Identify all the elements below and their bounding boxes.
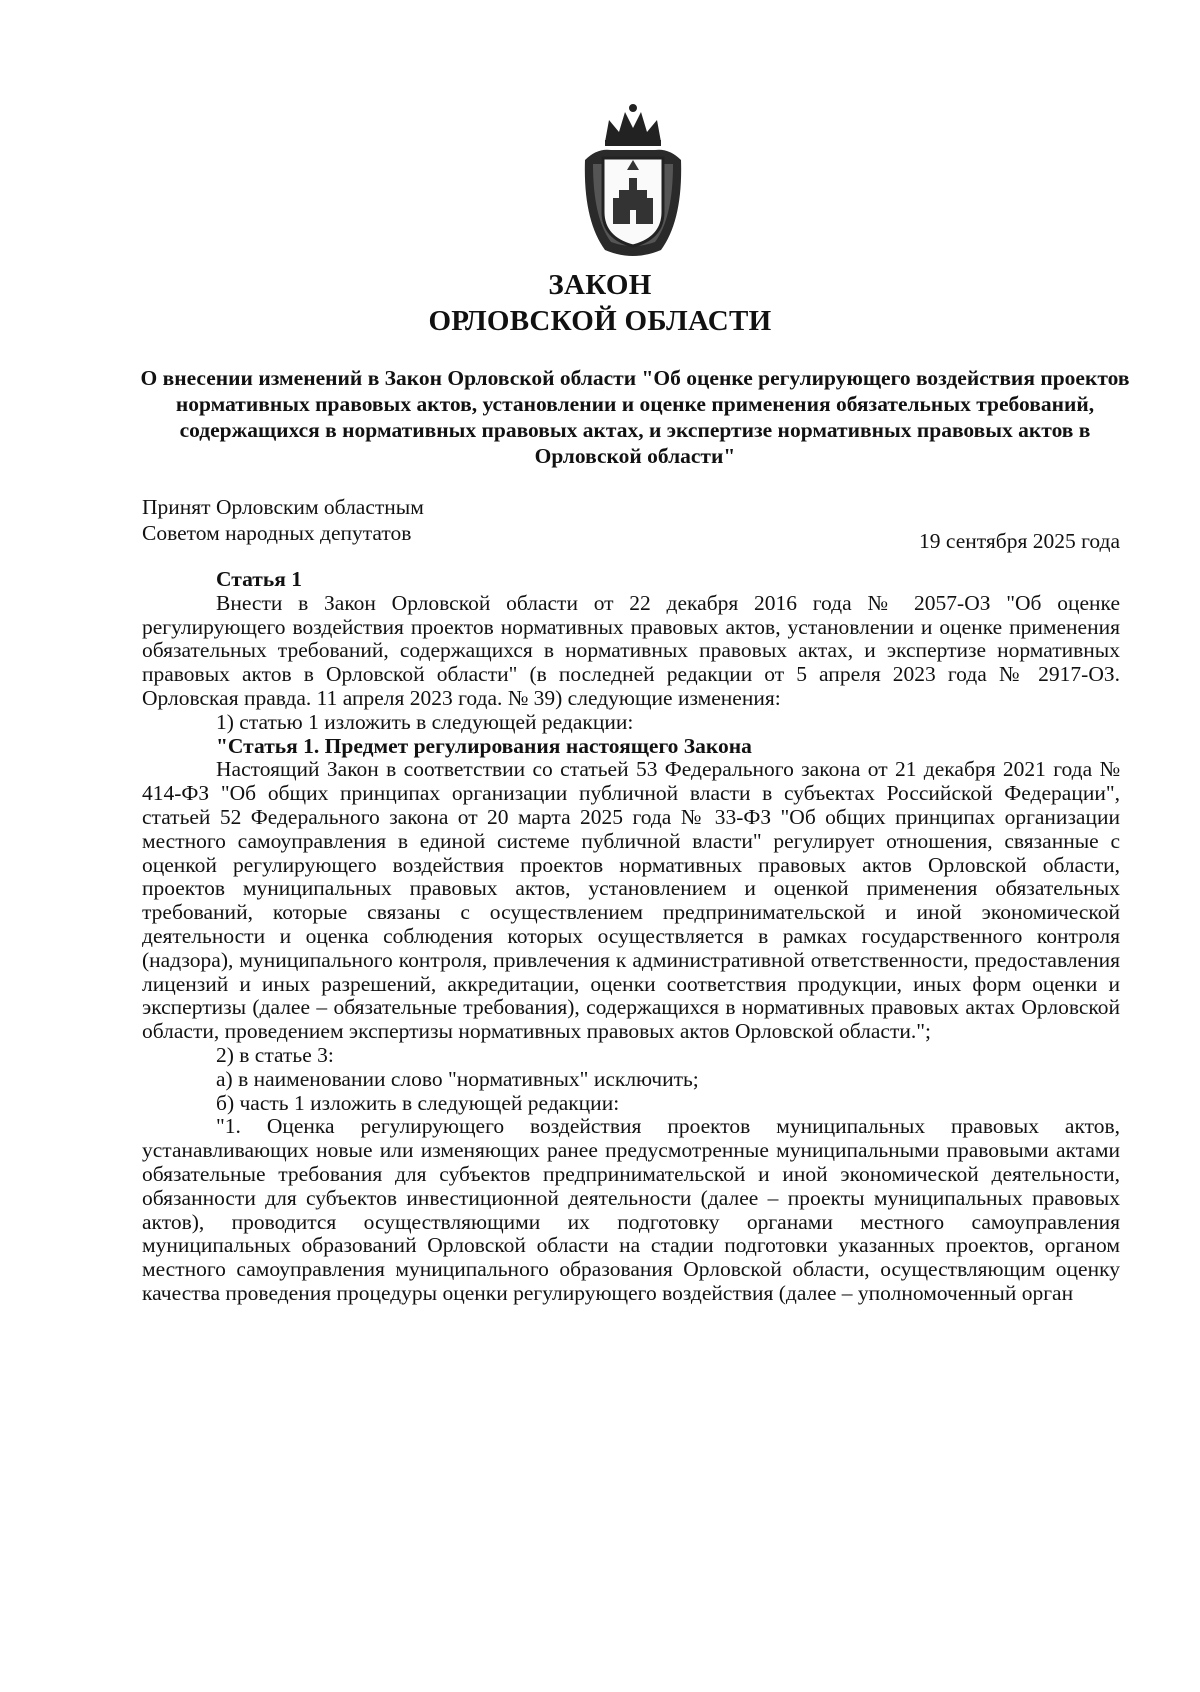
paragraph-amendment-intro: Внести в Закон Орловской области от 22 декабря 2016 года № 2057-ОЗ "Об оценке регулирующего воздействия проектов нормативных правовых актов, установлении и оценке применения обязательных требований, содержащихся в нормативных правовых актах, и экспертизе нормативных правовых актов в Орловской области" (в последней редакции от 5 апреля 2023 года № 2917-ОЗ. Орловская правда. 11 апреля 2023 года. № 39) следующие изменения: [142,590,1120,710]
paragraph-article-1-heading: "Статья 1. Предмет регулирования настоящего Закона [216,733,752,758]
document-body [142,568,1120,1306]
document-title: ЗАКОН [548,269,652,301]
article-heading: Статья 1 [216,567,302,591]
adoption-line-2: Советом народных депутатов [142,521,412,545]
paragraph-item-1: 1) статью 1 изложить в следующей редакции: [216,709,634,734]
document-title-region: ОРЛОВСКОЙ ОБЛАСТИ [428,305,772,337]
paragraph-item-2a: а) в наименовании слово "нормативных" исключить; [216,1066,699,1091]
adoption-info [142,494,424,546]
paragraph-item-2: 2) в статье 3: [216,1042,334,1067]
adoption-line-1: Принят Орловским областным [142,495,424,519]
adoption-date: 19 сентября 2025 года [919,529,1120,553]
paragraph-part-1-text: "1. Оценка регулирующего воздействия проектов муниципальных правовых актов, устанавливающих новые или изменяющих ранее предусмотренные муниципальными правовыми актами обязательные требования для субъектов предпринимательской и иной экономической деятельности, обязанности для субъектов инвестиционной деятельности (далее – проекты муниципальных правовых актов), проводится осуществляющими их подготовку органами местного самоуправления муниципальных образований Орловской области на стадии подготовки указанных проектов, органом местного самоуправления муниципального образования Орловской области, осуществляющим оценку качества проведения процедуры оценки регулирующего воздействия (далее – уполномоченный орган [142,1114,1120,1305]
paragraph-article-1-text: Настоящий Закон в соответствии со статьей 53 Федерального закона от 21 декабря 2021 года № 414-ФЗ "Об общих принципах организации публичной власти в субъектах Российской Федерации", статьей 52 Федерального закона от 20 марта 2025 года № 33-ФЗ "Об общих принципах организации местного самоуправления в единой системе публичной власти" регулирует отношения, связанные с оценкой регулирующего воздействия проектов нормативных правовых актов Орловской области, проектов муниципальных правовых актов, установлением и оценкой применения обязательных требований, которые связаны с осуществлением предпринимательской и иной экономической деятельности и оценка соблюдения которых осуществляется в рамках государственного контроля (надзора), муниципального контроля, привлечения к административной ответственности, предоставления лицензий и иных разрешений, аккредитации, оценки соответствия продукции, иных форм оценки и экспертизы (далее – обязательные требования), содержащихся в нормативных правовых актах Орловской области, проведением экспертизы нормативных правовых актов Орловской области."; [142,757,1120,1044]
document-subtitle: О внесении изменений в Закон Орловской области "Об оценке регулирующего воздействия проектов нормативных правовых актов, установлении и оценке применения обязательных требований, содержащихся в нормативных правовых актах, и экспертизе нормативных правовых актов в Орловской области" [140,366,1130,468]
coat-of-arms-icon [575,100,691,260]
paragraph-item-2b: б) часть 1 изложить в следующей редакции: [216,1090,620,1115]
